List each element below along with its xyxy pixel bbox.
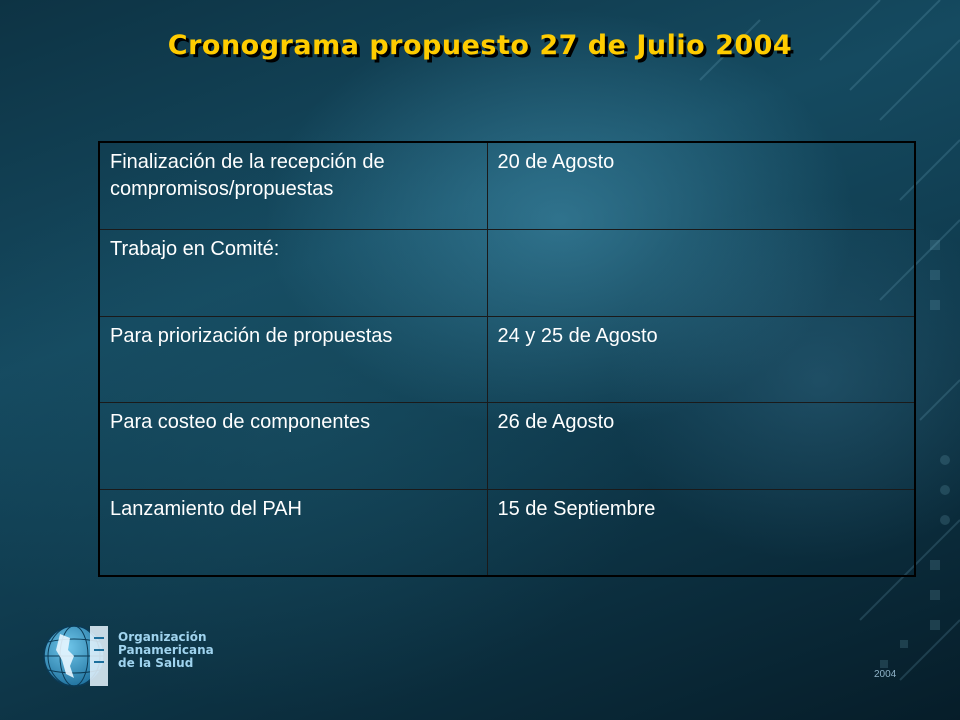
date-cell: 26 de Agosto xyxy=(487,402,915,489)
org-line-1: Organización xyxy=(118,630,207,644)
table-row xyxy=(99,142,915,229)
activity-cell: Para costeo de componentes xyxy=(99,402,487,489)
activity-cell: Para priorización de propuestas xyxy=(99,316,487,402)
org-line-3: de la Salud xyxy=(118,656,194,670)
table-row xyxy=(99,316,915,402)
activity-cell: Lanzamiento del PAH xyxy=(99,489,487,576)
date-cell: 24 y 25 de Agosto xyxy=(487,316,915,402)
table-row xyxy=(99,402,915,489)
org-line-2: Panamericana xyxy=(118,643,214,657)
schedule-table xyxy=(98,141,916,577)
slide-year: 2004 xyxy=(874,669,897,680)
table-row xyxy=(99,489,915,576)
date-cell xyxy=(487,229,915,316)
activity-cell: Trabajo en Comité: xyxy=(99,229,487,316)
date-cell: 20 de Agosto xyxy=(487,142,915,229)
slide-title: Cronograma propuesto 27 de Julio 2004 xyxy=(167,30,793,61)
organization-name xyxy=(118,631,214,670)
activity-cell: Finalización de la recepción de compromisos/propuestas xyxy=(99,142,487,229)
table-row xyxy=(99,229,915,316)
date-cell: 15 de Septiembre xyxy=(487,489,915,576)
globe-logo-icon xyxy=(40,620,114,692)
